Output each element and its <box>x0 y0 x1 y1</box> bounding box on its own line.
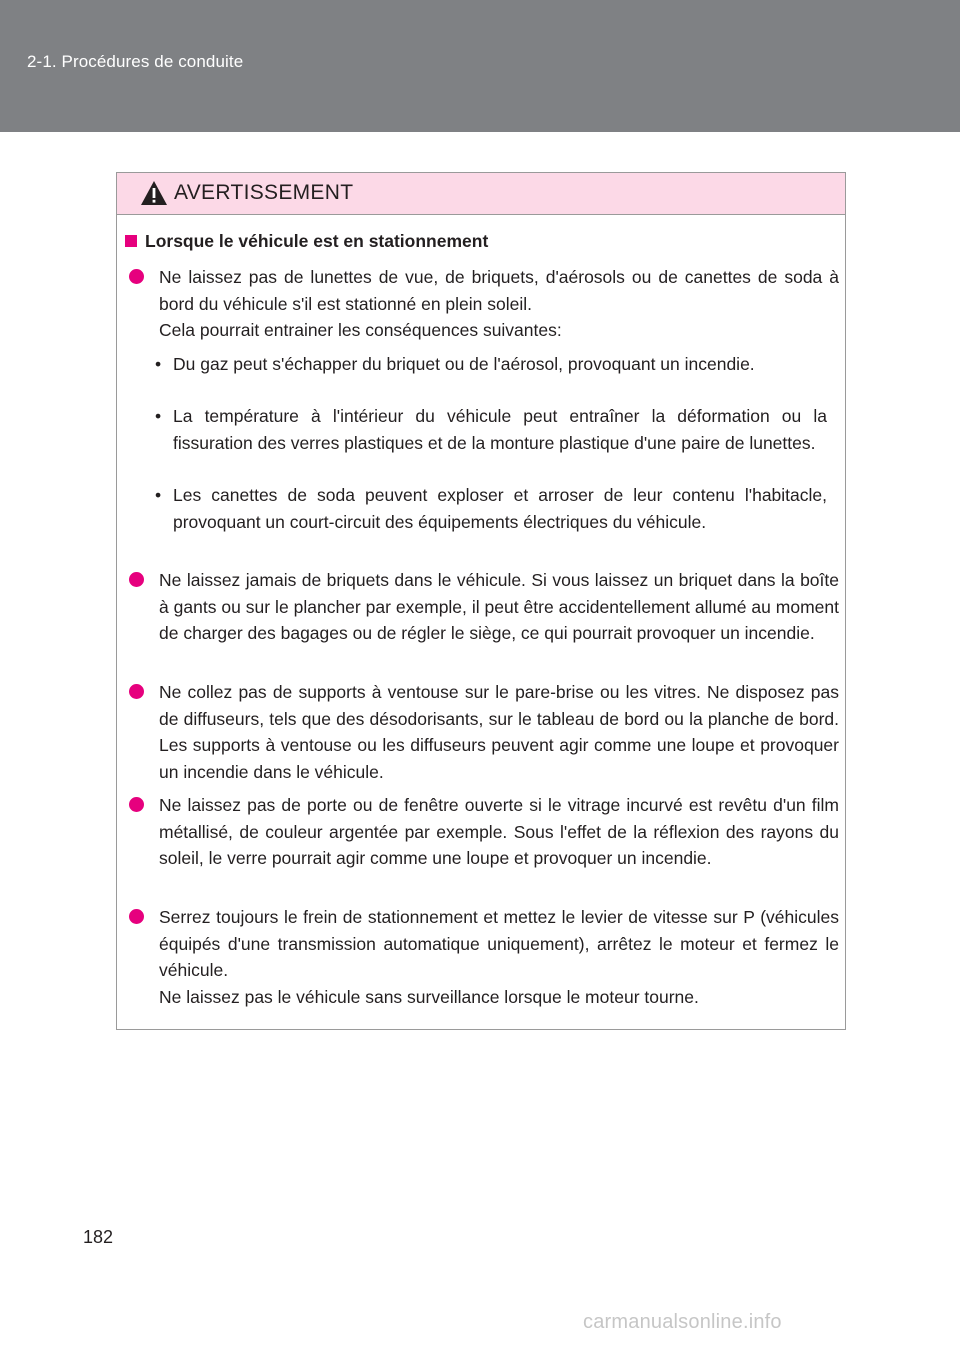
warning-item <box>159 792 839 872</box>
list-item: • Du gaz peut s'échapper du briquet ou de l'aérosol, provoquant un incendie. <box>155 354 755 374</box>
page-header <box>0 0 960 132</box>
list-item-text: La température à l'intérieur du véhicule peut entraîner la déformation ou la fissuration des verres plastiques et de la monture plastique d'une paire de lunettes. <box>173 406 827 453</box>
page-number: 182 <box>83 1227 114 1247</box>
watermark: carmanualsonline.info <box>583 1311 782 1333</box>
warning-item-text: Ne laissez jamais de briquets dans le véhicule. Si vous laissez un briquet dans la boîte à gants ou sur le plancher par exemple, il peut être accidentellement allumé au moment de charger des bagages ou de régler le siège, ce qui pourrait provoquer un incendie. <box>159 570 839 643</box>
circle-bullet-icon <box>129 269 144 284</box>
warning-item-text: Serrez toujours le frein de stationnement et mettez le levier de vitesse sur P (véhicules équipés d'une transmission automatique uniquement), arrêtez le moteur et fermez le véhicule. <box>159 907 839 980</box>
list-item: • La température à l'intérieur du véhicule peut entraîner la déformation ou la fissuration des verres plastiques et de la monture plastique d'une paire de lunettes. <box>155 406 827 453</box>
warning-item-text: Ne laissez pas de porte ou de fenêtre ouverte si le vitrage incurvé est revêtu d'un film métallisé, de couleur argentée par exemple. Sous l'effet de la réflexion des rayons du soleil, le verre pourrait agir comme une loupe et provoquer un incendie. <box>159 795 839 868</box>
circle-bullet-icon <box>129 797 144 812</box>
warning-item <box>159 679 839 785</box>
circle-bullet-icon <box>129 572 144 587</box>
circle-bullet-icon <box>129 684 144 699</box>
warning-title: AVERTISSEMENT <box>174 181 354 204</box>
list-item-text: Les canettes de soda peuvent exploser et arroser de leur contenu l'habitacle, provoquant un court-circuit des équipements électriques du véhicule. <box>173 485 827 532</box>
warning-header <box>117 173 845 215</box>
warning-subheading: Lorsque le véhicule est en stationnement <box>125 231 488 252</box>
warning-triangle-icon <box>140 180 168 206</box>
warning-item <box>159 567 839 647</box>
circle-bullet-icon <box>129 909 144 924</box>
section-title: 2-1. Procédures de conduite <box>27 52 244 71</box>
warning-item-text: Ne laissez pas de lunettes de vue, de briquets, d'aérosols ou de canettes de soda à bord du véhicule s'il est stationné en plein soleil. <box>159 267 839 314</box>
warning-box <box>116 172 846 1030</box>
warning-item-text: Ne collez pas de supports à ventouse sur le pare-brise ou les vitres. Ne disposez pas de diffuseurs, tels que des désodorisants, sur le tableau de bord ou la planche de bord. Les supports à ventouse ou les diffuseurs peuvent agir comme une loupe et provoquer un incendie dans le véhicule. <box>159 682 839 782</box>
warning-item-text: Cela pourrait entrainer les conséquences suivantes: <box>159 320 562 340</box>
list-item: • Les canettes de soda peuvent exploser et arroser de leur contenu l'habitacle, provoquant un court-circuit des équipements électriques du véhicule. <box>155 485 827 532</box>
warning-item <box>159 264 839 344</box>
list-item-text: Du gaz peut s'échapper du briquet ou de l'aérosol, provoquant un incendie. <box>173 354 755 374</box>
warning-item-text: Ne laissez pas le véhicule sans surveillance lorsque le moteur tourne. <box>159 986 699 1007</box>
warning-item <box>159 904 839 1010</box>
square-bullet-icon <box>125 235 137 247</box>
